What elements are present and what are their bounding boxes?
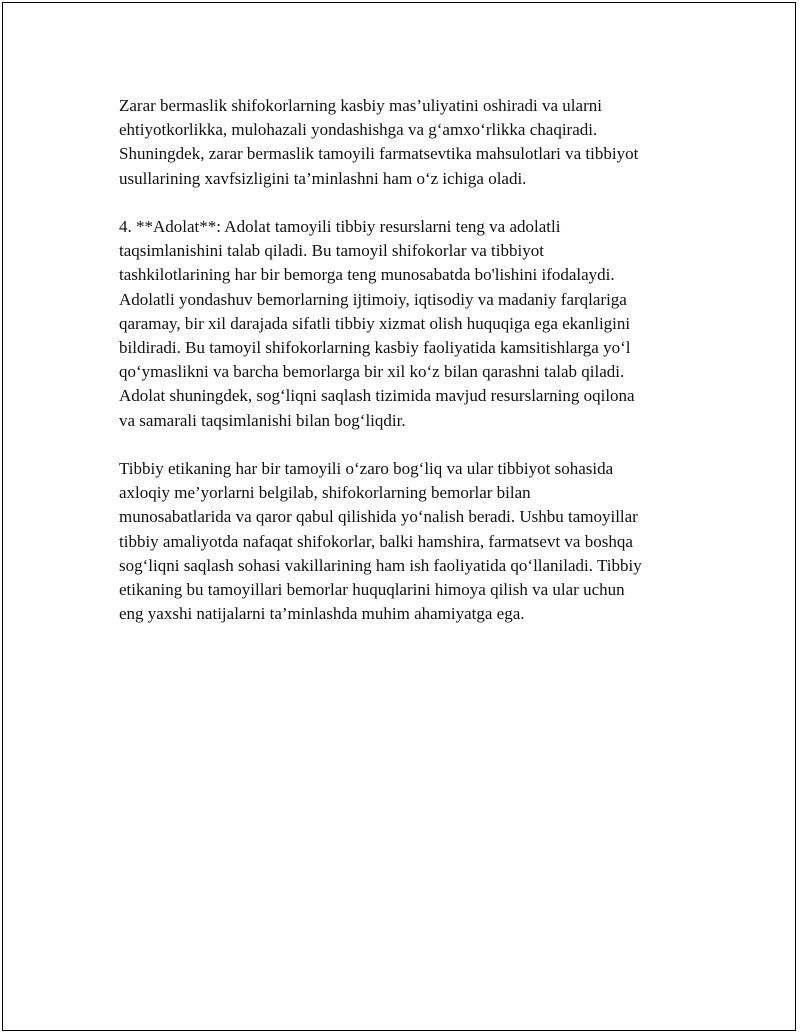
document-body [119, 94, 689, 651]
document-page [2, 2, 796, 1031]
paragraph-medical-ethics-summary: Tibbiy etikaning har bir tamoyili o‘zaro bog‘liq va ular tibbiyot sohasida axloqiy me’yorlarni belgilab, shifokorlarning bemorlar bilan munosabatlarida va qaror qabul qilishida yo‘nalish beradi. Ushbu tamoyillar tibbiy amaliyotda nafaqat shifokorlar, balki hamshira, farmatsevt va boshqa sog‘liqni saqlash sohasi vakillarining ham ish faoliyatida qo‘llaniladi. Tibbiy etikaning bu tamoyillari bemorlar huquqlarini himoya qilish va ular uchun eng yaxshi natijalarni ta’minlashda muhim ahamiyatga ega. [119, 459, 642, 624]
paragraph-justice-principle: 4. **Adolat**: Adolat tamoyili tibbiy resurslarni teng va adolatli taqsimlanishini talab qiladi. Bu tamoyil shifokorlar va tibbiyot tashkilotlarining har bir bemorga teng munosabatda bo'lishini ifodalaydi. Adolatli yondashuv bemorlarning ijtimoiy, iqtisodiy va madaniy farqlariga qaramay, bir xil darajada sifatli tibbiy xizmat olish huquqiga ega ekanligini bildiradi. Bu tamoyil shifokorlarning kasbiy faoliyatida kamsitishlarga yo‘l qo‘ymaslikni va barcha bemorlarga bir xil ko‘z bilan qarashni talab qiladi. Adolat shuningdek, sog‘liqni saqlash tizimida mavjud resurslarning oqilona va samarali taqsimlanishi bilan bog‘liqdir. [119, 217, 635, 430]
paragraph-harm-avoidance: Zarar bermaslik shifokorlarning kasbiy mas’uliyatini oshiradi va ularni ehtiyotkorlikka, mulohazali yondashishga va g‘amxo‘rlikka chaqiradi. Shuningdek, zarar bermaslik tamoyili farmatsevtika mahsulotlari va tibbiyot usullarining xavfsizligini ta’minlashni ham o‘z ichiga oladi. [119, 96, 639, 188]
